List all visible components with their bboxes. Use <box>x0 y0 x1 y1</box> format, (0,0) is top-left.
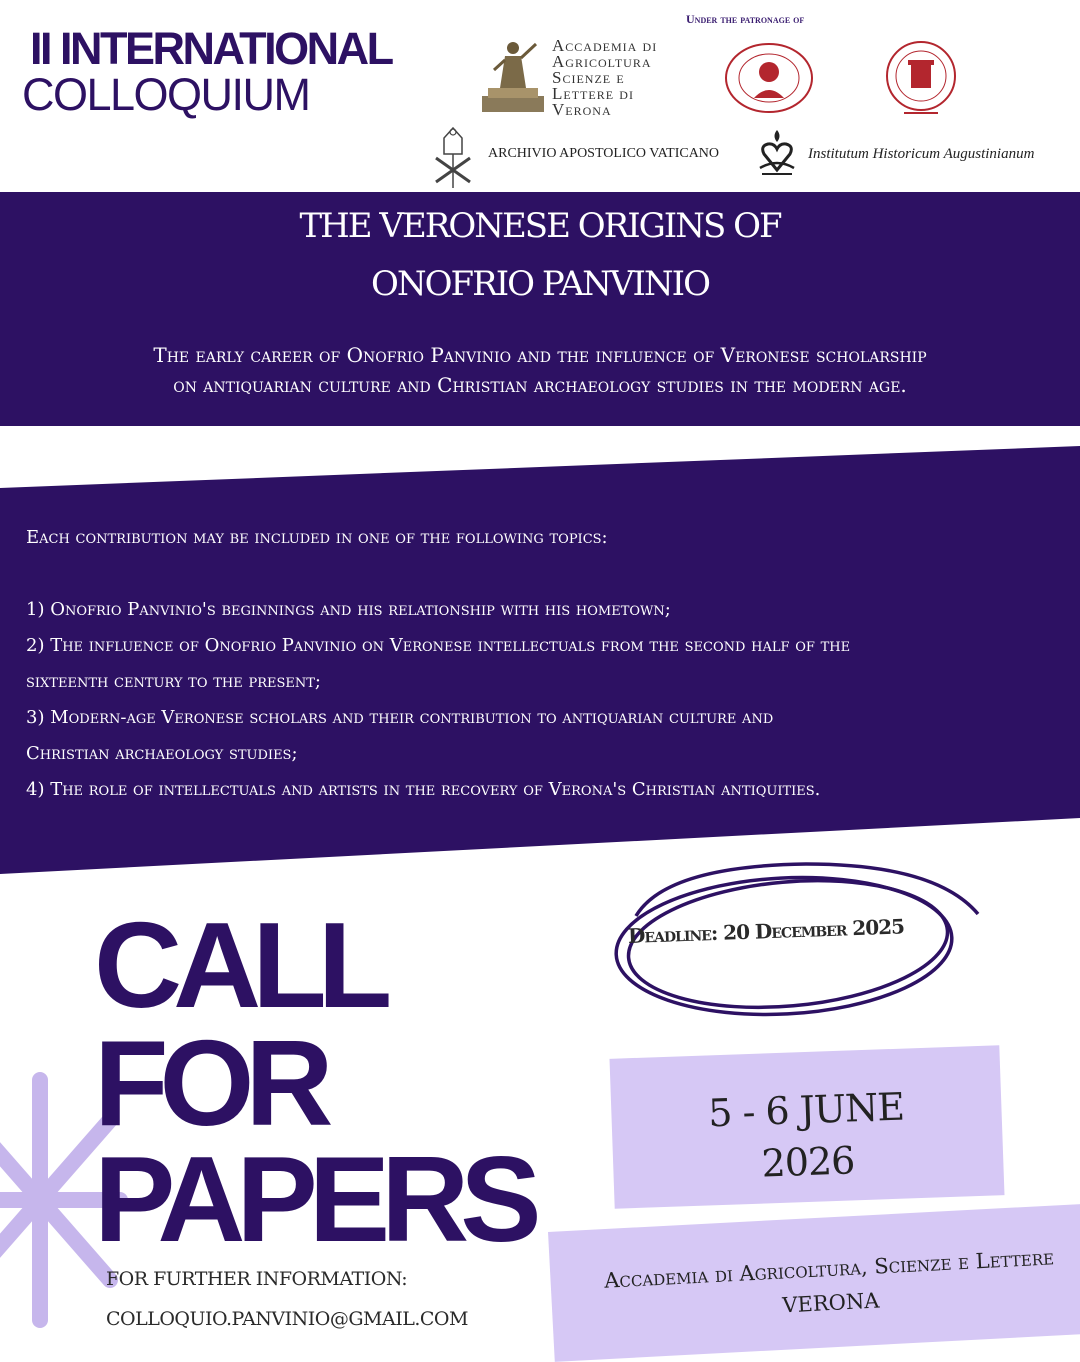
accademia-name-line: Scienze e <box>552 68 625 87</box>
event-dates-line: 5 - 6 JUNE <box>707 1084 905 1136</box>
contact-label: FOR FURTHER INFORMATION: <box>106 1268 408 1290</box>
call-for-papers-line2: FOR <box>94 1015 325 1151</box>
colloquium-title-line2: ONOFRIO PANVINIO <box>371 264 709 304</box>
conference-title-line2: COLLOQUIUM <box>22 69 310 120</box>
topics-intro: Each contribution may be included in one of the following topics: <box>26 527 608 548</box>
subtitle-line: on antiquarian culture and Christian archaeology studies in the modern age. <box>173 373 907 397</box>
topic-item: 3) Modern-age Veronese scholars and their contribution to antiquarian culture and <box>26 707 774 728</box>
subtitle-line: The early career of Onofrio Panvinio and the influence of Veronese scholarship <box>153 343 927 367</box>
venue-line: VERONA <box>781 1288 880 1318</box>
deadline-text: Deadline: 20 December 2025 <box>627 914 905 948</box>
conference-title-line1: II INTERNATIONAL <box>30 23 392 74</box>
topic-item: Christian archaeology studies; <box>26 743 298 764</box>
call-for-papers-line1: CALL <box>94 897 384 1033</box>
topic-item: 2) The influence of Onofrio Panvinio on Veronese intellectuals from the second half of the <box>26 635 851 656</box>
contact-email-link[interactable]: COLLOQUIO.PANVINIO@GMAIL.COM <box>106 1308 468 1330</box>
patronage-label: Under the patronage of <box>686 12 805 26</box>
event-dates <box>610 1077 1003 1195</box>
topic-item: sixteenth century to the present; <box>26 671 321 692</box>
accademia-name-line: Agricoltura <box>552 52 652 71</box>
accademia-name-line: Verona <box>552 100 612 119</box>
venue-line: Accademia di Agricoltura, Scienze e Lettere <box>603 1245 1055 1293</box>
colloquium-title-line1: THE VERONESE ORIGINS OF <box>299 206 781 246</box>
event-dates-line: 2026 <box>760 1138 856 1186</box>
archivio-name: ARCHIVIO APOSTOLICO VATICANO <box>488 146 720 161</box>
topic-item: 4) The role of intellectuals and artists in the recovery of Verona's Christian antiquities. <box>26 779 821 800</box>
augustinianum-name: Institutum Historicum Augustinianum <box>808 146 1035 162</box>
topic-item: 1) Onofrio Panvinio's beginnings and his relationship with his hometown; <box>26 599 671 620</box>
topics-list <box>26 520 1071 808</box>
accademia-name-line: Accademia di <box>552 36 658 55</box>
call-for-papers-line3: PAPERS <box>94 1131 533 1267</box>
accademia-name-line: Lettere di <box>552 84 634 103</box>
